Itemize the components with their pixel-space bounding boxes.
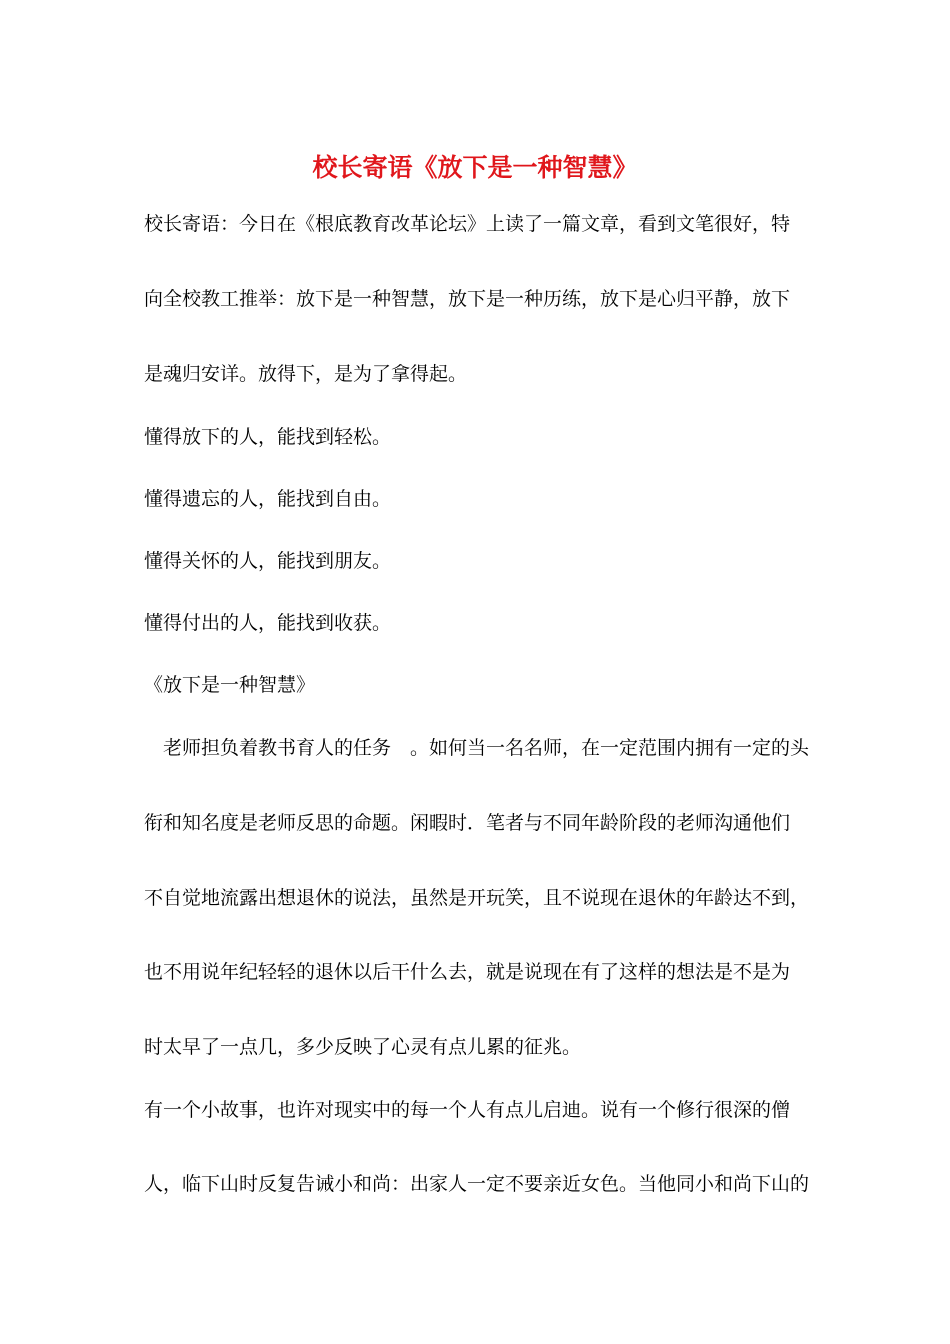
text-line: 懂得放下的人，能找到轻松。	[144, 426, 392, 448]
text-line: 不自觉地流露出想退休的说法，虽然是开玩笑，且不说现在退休的年龄达不到，	[144, 887, 810, 909]
text-line: 懂得关怀的人，能找到朋友。	[144, 550, 392, 572]
text-line: 懂得付出的人，能找到收获。	[144, 612, 392, 634]
text-line: 时太早了一点几，多少反映了心灵有点儿累的征兆。	[144, 1036, 582, 1058]
text-line: 也不用说年纪轻轻的退休以后干什么去，就是说现在有了这样的想法是不是为	[144, 961, 791, 983]
text-line: 是魂归安详。放得下，是为了拿得起。	[144, 363, 468, 385]
text-line: 人，临下山时反复告诫小和尚：出家人一定不要亲近女色。当他同小和尚下山的	[144, 1173, 810, 1195]
text-line: 老师担负着教书育人的任务 。如何当一名名师，在一定范围内拥有一定的头	[144, 737, 810, 759]
text-line: 懂得遗忘的人，能找到自由。	[144, 488, 392, 510]
text-line: 衔和知名度是老师反思的命题。闲暇时．笔者与不同年龄阶段的老师沟通他们	[144, 812, 791, 834]
subheading: 《放下是一种智慧》	[144, 674, 316, 696]
text-line: 有一个小故事，也许对现实中的每一个人有点儿启迪。说有一个修行很深的僧	[144, 1099, 791, 1121]
text-line: 向全校教工推举：放下是一种智慧，放下是一种历练，放下是心归平静，放下	[144, 288, 791, 310]
text-line: 校长寄语：今日在《根底教育改革论坛》上读了一篇文章，看到文笔很好，特	[144, 213, 791, 235]
document-title: 校长寄语《放下是一种智慧》	[312, 153, 638, 182]
